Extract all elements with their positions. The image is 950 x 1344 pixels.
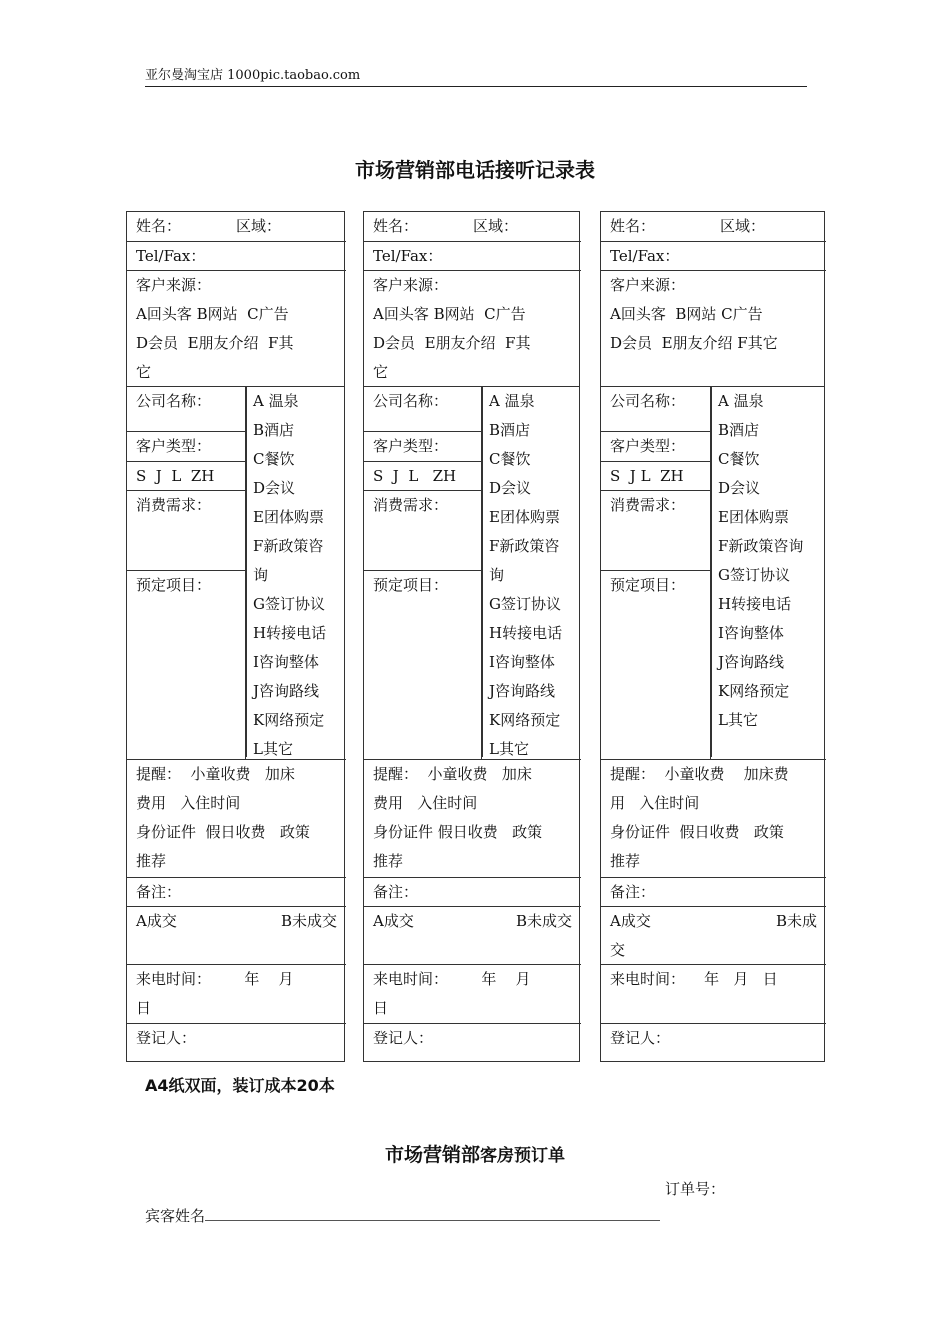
area-label: 区域：: [720, 217, 766, 235]
call-time-text: 日: [136, 999, 152, 1017]
customer-source-options: D会员 E朋友介绍 F其: [136, 334, 294, 352]
reminder-text: 提醒： 小童收费 加床: [136, 765, 295, 783]
service-option: C餐饮: [489, 450, 531, 468]
consumption-demand-label: 消费需求：: [136, 496, 212, 514]
reminder-cell[interactable]: [601, 759, 826, 877]
remark-label: 备注：: [610, 883, 656, 901]
service-option: J咨询路线: [489, 682, 556, 700]
customer-size-cell[interactable]: [127, 461, 246, 490]
registrar-row[interactable]: [364, 1023, 581, 1063]
tel-fax-label: Tel/Fax：: [373, 247, 443, 265]
deal-not-closed-option: B未成交: [280, 912, 337, 930]
reminder-text: 提醒： 小童收费 加床: [373, 765, 532, 783]
service-option: B酒店: [718, 421, 760, 439]
customer-source-options: A回头客 B网站 C广告: [373, 305, 526, 323]
customer-source-options: 它: [136, 363, 152, 381]
deal-not-closed-option: B未成交: [515, 912, 572, 930]
service-option: K网络预定: [489, 711, 561, 729]
deal-not-closed-option: B未成: [775, 912, 817, 930]
customer-size-options: S J L ZH: [610, 467, 684, 485]
consumption-demand-cell[interactable]: [601, 490, 711, 570]
customer-type-cell[interactable]: [601, 431, 711, 461]
service-option: I咨询整体: [253, 653, 319, 671]
booking-item-cell[interactable]: [601, 570, 711, 759]
registrar-label: 登记人：: [373, 1029, 434, 1047]
company-name-cell[interactable]: [127, 386, 246, 431]
company-name-label: 公司名称：: [136, 392, 212, 410]
reminder-text: 费用 入住时间: [373, 794, 478, 812]
call-time-text: 日: [373, 999, 389, 1017]
tel-fax-row[interactable]: [127, 241, 346, 270]
page-header: 亚尔曼淘宝店 1000pic.taobao.com: [145, 66, 807, 87]
service-option: G签订协议: [253, 595, 325, 613]
service-option: F新政策咨: [253, 537, 324, 555]
deal-not-closed-option-tail: 交: [610, 941, 626, 959]
remark-row[interactable]: [127, 877, 346, 906]
reminder-text: 身份证件 假日收费 政策: [373, 823, 543, 841]
company-name-cell[interactable]: [601, 386, 711, 431]
guest-name-label: 宾客姓名: [145, 1207, 206, 1225]
booking-item-label: 预定项目：: [373, 576, 449, 594]
remark-label: 备注：: [373, 883, 419, 901]
reminder-text: 推荐: [136, 852, 167, 870]
remark-row[interactable]: [601, 877, 826, 906]
guest-name-field[interactable]: [145, 1205, 660, 1226]
reminder-text: 推荐: [373, 852, 404, 870]
call-record-form: [600, 211, 825, 1062]
service-option: E团体购票: [718, 508, 789, 526]
service-option: F新政策咨: [489, 537, 560, 555]
customer-source-options: 它: [373, 363, 389, 381]
service-option: 询: [489, 566, 505, 584]
service-option: E团体购票: [253, 508, 324, 526]
reminder-text: 身份证件 假日收费 政策: [610, 823, 784, 841]
consumption-demand-cell[interactable]: [127, 490, 246, 570]
service-option: B酒店: [253, 421, 295, 439]
service-options-list: [711, 386, 824, 757]
name-area-row[interactable]: [601, 212, 826, 241]
tel-fax-label: Tel/Fax：: [136, 247, 206, 265]
deal-status-cell[interactable]: [127, 906, 346, 964]
registrar-row[interactable]: [601, 1023, 826, 1063]
customer-type-label: 客户类型：: [610, 437, 686, 455]
booking-title-sub: 客房预订单: [480, 1146, 565, 1166]
customer-size-options: S J L ZH: [373, 467, 457, 485]
reminder-text: 推荐: [610, 852, 641, 870]
reminder-text: 提醒： 小童收费 加床费: [610, 765, 789, 783]
customer-type-cell[interactable]: [127, 431, 246, 461]
service-option: D会议: [718, 479, 761, 497]
call-time-text: 来电时间： 年 月: [136, 970, 294, 988]
reminder-cell[interactable]: [364, 759, 581, 877]
deal-status-cell[interactable]: [364, 906, 581, 964]
deal-closed-option: A成交: [136, 912, 177, 930]
consumption-demand-label: 消费需求：: [610, 496, 686, 514]
service-option: I咨询整体: [489, 653, 555, 671]
service-option: L其它: [253, 740, 293, 758]
service-option: K网络预定: [253, 711, 325, 729]
company-name-label: 公司名称：: [373, 392, 449, 410]
service-option: A 温泉: [253, 392, 299, 410]
remark-row[interactable]: [364, 877, 581, 906]
print-note: A4纸双面，装订成本20本: [145, 1076, 335, 1095]
service-option: C餐饮: [718, 450, 760, 468]
customer-size-cell[interactable]: [601, 461, 711, 490]
order-number-label: 订单号：: [665, 1180, 726, 1198]
call-time-cell[interactable]: [601, 964, 826, 1023]
customer-source-cell[interactable]: [127, 270, 346, 386]
customer-source-options: D会员 E朋友介绍 F其: [373, 334, 531, 352]
service-option: G签订协议: [489, 595, 561, 613]
registrar-label: 登记人：: [136, 1029, 197, 1047]
service-option: D会议: [253, 479, 296, 497]
guest-name-line: [205, 1206, 660, 1221]
service-option: K网络预定: [718, 682, 790, 700]
reminder-text: 身份证件 假日收费 政策: [136, 823, 310, 841]
customer-type-label: 客户类型：: [373, 437, 449, 455]
booking-item-label: 预定项目：: [610, 576, 686, 594]
customer-source-options: A回头客 B网站 C广告: [136, 305, 289, 323]
call-time-text: 来电时间： 年 月 日: [610, 970, 778, 988]
name-label: 姓名：: [373, 217, 419, 235]
service-option: C餐饮: [253, 450, 295, 468]
booking-title: [0, 1140, 950, 1167]
tel-fax-row[interactable]: [364, 241, 581, 270]
customer-source-cell[interactable]: [601, 270, 826, 386]
customer-source-options: D会员 E朋友介绍 F其它: [610, 334, 778, 352]
customer-type-cell[interactable]: [364, 431, 482, 461]
booking-title-main: 市场营销部: [384, 1144, 480, 1166]
customer-type-label: 客户类型：: [136, 437, 212, 455]
reminder-cell[interactable]: [127, 759, 346, 877]
booking-item-cell[interactable]: [364, 570, 482, 759]
name-area-row[interactable]: [127, 212, 346, 241]
customer-source-label: 客户来源：: [136, 276, 212, 294]
service-option: L其它: [718, 711, 758, 729]
customer-source-cell[interactable]: [364, 270, 581, 386]
service-option: H转接电话: [253, 624, 327, 642]
service-option: I咨询整体: [718, 624, 784, 642]
deal-closed-option: A成交: [610, 912, 651, 930]
customer-source-label: 客户来源：: [610, 276, 686, 294]
remark-label: 备注：: [136, 883, 182, 901]
consumption-demand-label: 消费需求：: [373, 496, 449, 514]
service-option: B酒店: [489, 421, 531, 439]
service-options-list: [482, 386, 579, 757]
tel-fax-row[interactable]: [601, 241, 826, 270]
service-option: H转接电话: [489, 624, 563, 642]
company-name-cell[interactable]: [364, 386, 482, 431]
registrar-label: 登记人：: [610, 1029, 671, 1047]
company-name-label: 公司名称：: [610, 392, 686, 410]
service-option: F新政策咨询: [718, 537, 804, 555]
consumption-demand-cell[interactable]: [364, 490, 482, 570]
service-option: J咨询路线: [718, 653, 785, 671]
service-option: 询: [253, 566, 269, 584]
name-label: 姓名：: [610, 217, 656, 235]
service-option: L其它: [489, 740, 529, 758]
service-option: G签订协议: [718, 566, 790, 584]
call-record-form: [126, 211, 345, 1062]
reminder-text: 费用 入住时间: [136, 794, 241, 812]
booking-item-label: 预定项目：: [136, 576, 212, 594]
reminder-text: 用 入住时间: [610, 794, 700, 812]
customer-source-label: 客户来源：: [373, 276, 449, 294]
service-option: D会议: [489, 479, 532, 497]
deal-closed-option: A成交: [373, 912, 414, 930]
name-area-row[interactable]: [364, 212, 581, 241]
area-label: 区域：: [473, 217, 519, 235]
page-title: 市场营销部电话接听记录表: [355, 158, 595, 182]
booking-item-cell[interactable]: [127, 570, 246, 759]
call-time-text: 来电时间： 年 月: [373, 970, 531, 988]
registrar-row[interactable]: [127, 1023, 346, 1063]
customer-source-options: A回头客 B网站 C广告: [610, 305, 763, 323]
customer-size-options: S J L ZH: [136, 467, 215, 485]
service-option: A 温泉: [489, 392, 535, 410]
name-label: 姓名：: [136, 217, 182, 235]
call-time-cell[interactable]: [127, 964, 346, 1023]
service-options-list: [246, 386, 344, 757]
service-option: H转接电话: [718, 595, 792, 613]
tel-fax-label: Tel/Fax：: [610, 247, 680, 265]
service-option: A 温泉: [718, 392, 764, 410]
deal-status-cell[interactable]: [601, 906, 826, 964]
customer-size-cell[interactable]: [364, 461, 482, 490]
call-time-cell[interactable]: [364, 964, 581, 1023]
area-label: 区域：: [236, 217, 282, 235]
service-option: J咨询路线: [253, 682, 320, 700]
call-record-form: [363, 211, 580, 1062]
service-option: E团体购票: [489, 508, 560, 526]
